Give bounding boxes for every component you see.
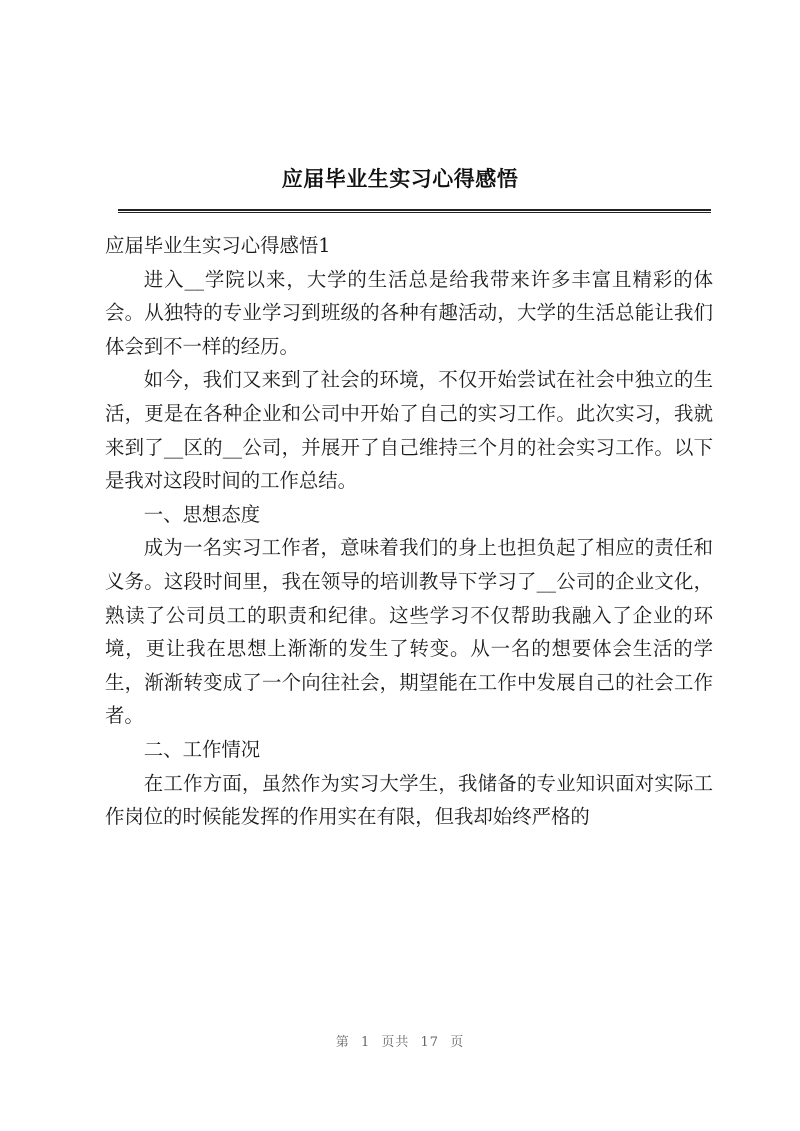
document-title: 应届毕业生实习心得感悟 [281, 167, 519, 191]
section-heading: 应届毕业生实习心得感悟1 [105, 234, 331, 257]
total-pages: 17 [420, 1035, 440, 1050]
footer-prefix: 第 [335, 1035, 350, 1050]
footer-suffix: 页 [450, 1035, 465, 1050]
footer-mid: 页共 [381, 1035, 410, 1050]
title-divider [118, 209, 711, 213]
paragraph: 进入__学院以来，大学的生活总是给我带来许多丰富且精彩的体会。从独特的专业学习到班级的各种有趣活动，大学的生活总能让我们体会到不一样的经历。 [105, 267, 713, 358]
document-body [105, 229, 713, 834]
paragraph: 如今，我们又来到了社会的环境，不仅开始尝试在社会中独立的生活，更是在各种企业和公司中开始了自己的实习工作。此次实习，我就来到了__区的__公司，并展开了自己维持三个月的社会实习工作。以下是我对这段时间的工作总结。 [105, 368, 713, 493]
subheading: 二、工作情况 [143, 737, 261, 761]
page-footer [0, 1031, 800, 1050]
page-number: 1 [360, 1035, 371, 1050]
paragraph: 成为一名实习工作者，意味着我们的身上也担负起了相应的责任和义务。这段时间里，我在领导的培训教导下学习了__公司的企业文化，熟读了公司员工的职责和纪律。这些学习不仅帮助我融入了企业的环境，更让我在思想上渐渐的发生了转变。从一名的想要体会生活的学生，渐渐转变成了一个向往社会，期望能在工作中发展自己的社会工作者。 [105, 536, 713, 728]
paragraph: 在工作方面，虽然作为实习大学生，我储备的专业知识面对实际工作岗位的时候能发挥的作用实在有限，但我却始终严格的 [105, 771, 713, 829]
subheading: 一、思想态度 [143, 502, 261, 526]
